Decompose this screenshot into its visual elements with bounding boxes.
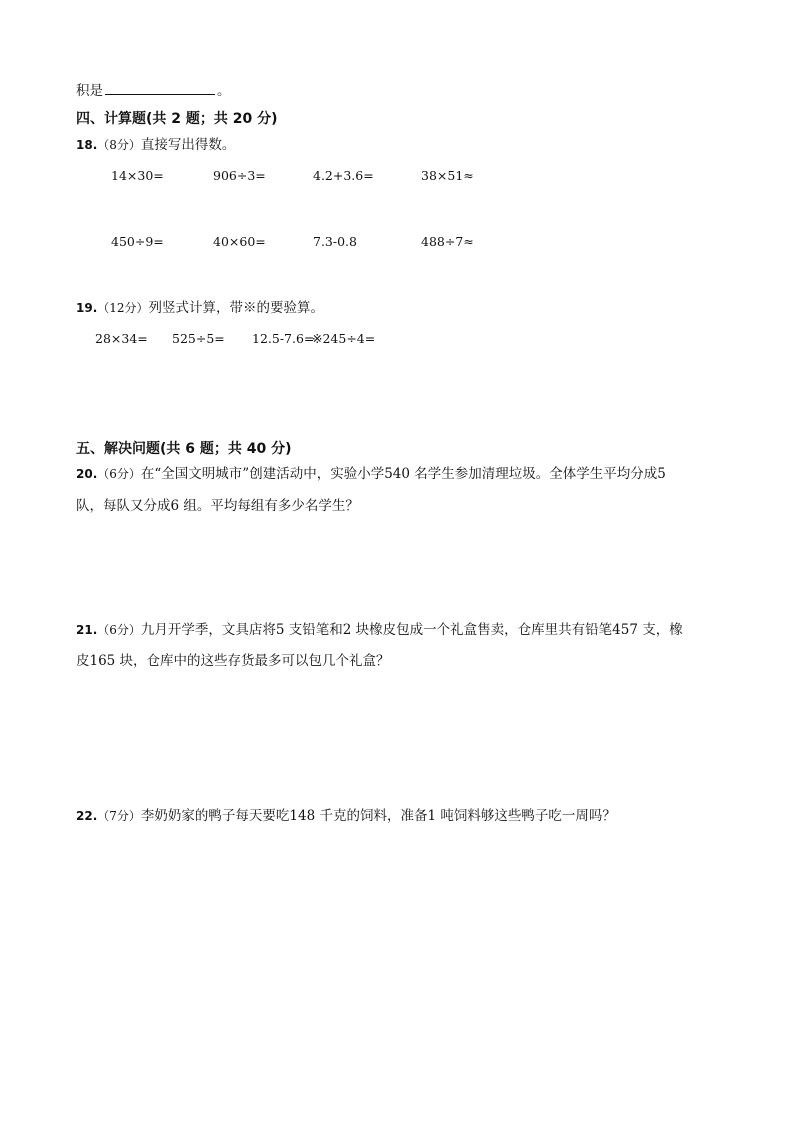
section-4-heading: 四、计算题(共 2 题；共 20 分) xyxy=(76,111,278,127)
q19-expr-1: 28×34= xyxy=(95,331,148,346)
q18-expr-5: 450÷9= xyxy=(111,234,164,249)
question-18 xyxy=(76,135,235,155)
answer-line xyxy=(76,80,231,101)
q18-expr-1: 14×30= xyxy=(111,168,164,183)
q18-expr-7: 7.3-0.8 xyxy=(313,234,357,249)
question-21-line-1 xyxy=(76,620,683,640)
q18-expr-6: 40×60= xyxy=(213,234,266,249)
answer-blank[interactable] xyxy=(105,80,215,95)
question-22-text-1: 李奶奶家的鸭子每天要吃148 千克的饲料，准备1 吨饲料够这些鸭子吃一周吗？ xyxy=(140,808,616,824)
question-18-prompt: 直接写出得数。 xyxy=(140,137,236,153)
question-19-prompt: 列竖式计算，带※的要验算。 xyxy=(148,300,325,316)
question-21-text-2: 皮165 块，仓库中的这些存货最多可以包几个礼盒？ xyxy=(76,653,390,669)
q18-expr-3: 4.2+3.6= xyxy=(313,168,374,183)
question-19 xyxy=(76,298,324,318)
question-22-score: （7分） xyxy=(97,809,141,823)
section-5-heading: 五、解决问题(共 6 题；共 40 分) xyxy=(76,441,292,457)
q18-expr-8: 488÷7≈ xyxy=(421,234,474,249)
question-21-text-1: 九月开学季，文具店将5 支铅笔和2 块橡皮包成一个礼盒售卖，仓库里共有铅笔457 支，橡 xyxy=(140,622,683,638)
question-20-number: 20. xyxy=(76,467,98,481)
answer-prefix: 积是 xyxy=(76,83,103,99)
question-19-score: （12分） xyxy=(97,301,149,315)
question-20-text-2: 队，每队又分成6 组。平均每组有多少名学生？ xyxy=(76,498,359,514)
answer-suffix: 。 xyxy=(217,83,231,99)
q18-expr-2: 906÷3= xyxy=(213,168,266,183)
question-22-line-1 xyxy=(76,806,616,826)
q18-expr-4: 38×51≈ xyxy=(421,168,474,183)
question-21-score: （6分） xyxy=(97,623,141,637)
question-21-number: 21. xyxy=(76,623,98,637)
q19-expr-4: ※245÷4= xyxy=(312,331,376,346)
question-19-number: 19. xyxy=(76,301,98,315)
question-18-score: （8分） xyxy=(97,138,141,152)
q19-expr-2: 525÷5= xyxy=(172,331,225,346)
question-20-text-1: 在“全国文明城市”创建活动中，实验小学540 名学生参加清理垃圾。全体学生平均分成5 xyxy=(140,466,666,482)
q19-expr-3: 12.5-7.6= xyxy=(252,331,315,346)
question-22-number: 22. xyxy=(76,809,98,823)
question-20-score: （6分） xyxy=(97,467,141,481)
question-18-number: 18. xyxy=(76,138,98,152)
question-20-line-1 xyxy=(76,464,666,484)
